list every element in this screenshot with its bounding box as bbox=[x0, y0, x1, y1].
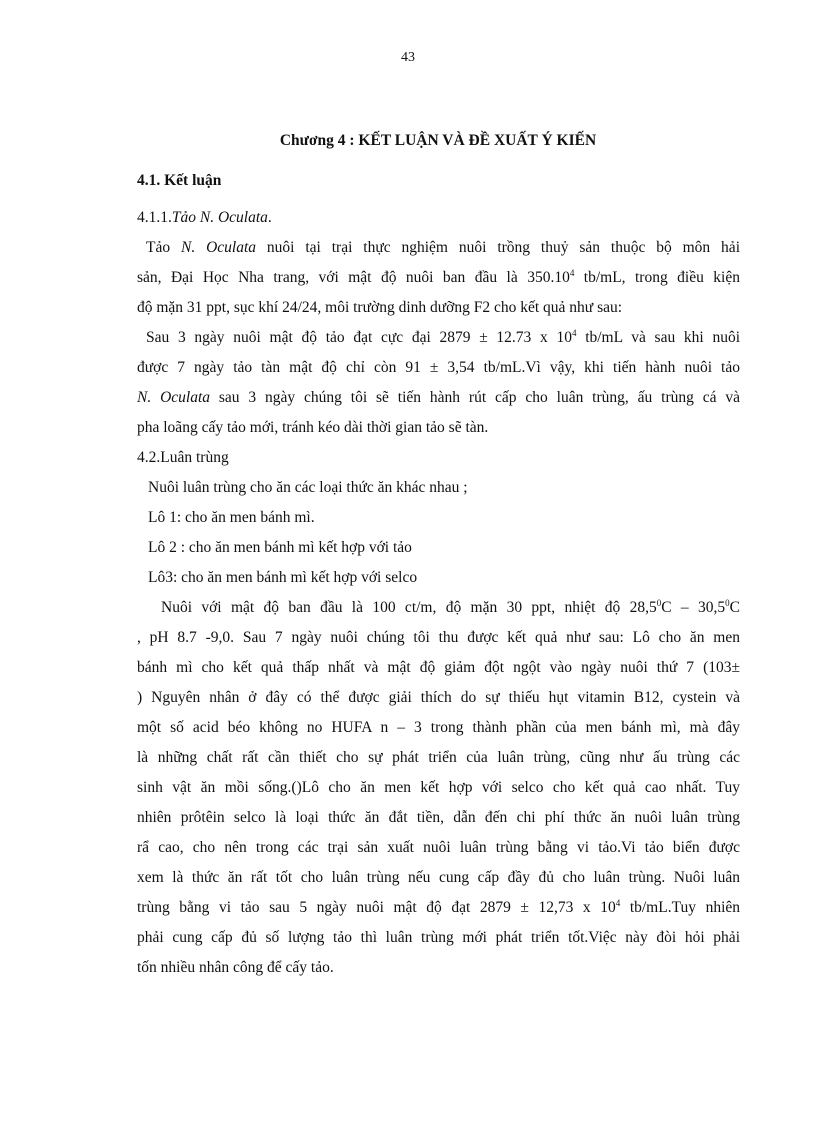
text-run: Nuôi với mật độ ban đầu là 100 ct/m, độ mặn 30 ppt, nhiệt độ 28,5 bbox=[161, 599, 657, 616]
list-item-lo1: Lô 1: cho ăn men bánh mì. bbox=[148, 509, 315, 526]
subsection-number: 4.1.1. bbox=[137, 209, 172, 226]
superscript: 4 bbox=[569, 267, 575, 278]
para1-line3: độ mặn 31 ppt, sục khí 24/24, môi trường dinh dưỡng F2 cho kết quả như sau: bbox=[137, 299, 623, 316]
text-run: C – 30,5 bbox=[661, 599, 726, 616]
para3-line11 bbox=[137, 898, 740, 918]
subsection-period: . bbox=[267, 209, 272, 226]
superscript: 4 bbox=[571, 327, 577, 338]
para2-line2: được 7 ngày tảo tàn mật độ chỉ còn 91 ± 3,54 tb/mL.Vì vậy, khi tiến hành nuôi tảo bbox=[137, 359, 740, 376]
list-item-lo3: Lô3: cho ăn men bánh mì kết hợp với selco bbox=[148, 569, 418, 586]
para2-line1 bbox=[146, 328, 740, 348]
text-run: trùng bằng vi tảo sau 5 ngày nuôi mật độ đạt 2879 ± 12,73 x 10 bbox=[137, 899, 616, 916]
superscript: 4 bbox=[615, 897, 621, 908]
section-heading-4-1: 4.1. Kết luận bbox=[137, 172, 222, 189]
text-run: sản, Đại Học Nha trang, với mật độ nuôi ban đầu là 350.10 bbox=[137, 269, 570, 286]
text-run: tb/mL.Tuy nhiên bbox=[620, 899, 741, 916]
species-name: N. Oculata bbox=[137, 389, 211, 406]
para1-line1 bbox=[146, 238, 740, 258]
chapter-title: Chương 4 : KẾT LUẬN VÀ ĐỀ XUẤT Ý KIẾN bbox=[279, 132, 597, 149]
section-heading-4-2: 4.2.Luân trùng bbox=[137, 449, 229, 466]
text-run: tb/mL và sau khi nuôi bbox=[576, 329, 741, 346]
para3-line13: tốn nhiều nhân công để cấy tảo. bbox=[137, 959, 334, 976]
para1-line2 bbox=[137, 268, 740, 288]
list-intro: Nuôi luân trùng cho ăn các loại thức ăn khác nhau ; bbox=[148, 479, 468, 496]
list-item-lo2: Lô 2 : cho ăn men bánh mì kết hợp với tảo bbox=[148, 539, 412, 556]
para2-line4: pha loãng cấy tảo mới, tránh kéo dài thời gian tảo sẽ tàn. bbox=[137, 419, 489, 436]
para3-line12: phải cung cấp đủ số lượng tảo thì luân trùng mới phát triển tốt.Việc này đòi hỏi phải bbox=[137, 929, 740, 946]
para3-line5: một số acid béo không no HUFA n – 3 trong thành phần của men bánh mì, mà đây bbox=[137, 719, 740, 736]
para3-line1 bbox=[161, 598, 740, 618]
text-run: tb/mL, trong điều kiện bbox=[574, 269, 740, 286]
page-number: 43 bbox=[401, 50, 415, 65]
subsection-heading-4-1-1 bbox=[137, 208, 272, 228]
superscript: 0 bbox=[656, 597, 662, 608]
para3-line9: rẩ cao, cho nên trong các trại sản xuất nuôi luân trùng bằng vi tảo.Vi tảo biển được bbox=[137, 839, 740, 856]
para3-line4: ) Nguyên nhân ở đây có thể được giải thích do sự thiếu hụt vitamin B12, cystein và bbox=[137, 689, 740, 706]
text-run: C bbox=[729, 599, 740, 616]
text-run: sau 3 ngày chúng tôi sẽ tiến hành rút cấp cho luân trùng, ấu trùng cá và bbox=[210, 389, 740, 406]
para3-line3: bánh mì cho kết quả thấp nhất và mật độ giảm đột ngột vào ngày nuôi thứ 7 (103± bbox=[137, 659, 740, 676]
subsection-title: Tảo N. Oculata bbox=[171, 209, 268, 226]
para2-line3 bbox=[137, 388, 740, 408]
text-run: Tảo bbox=[146, 239, 181, 256]
para3-line10: xem là thức ăn rất tốt cho luân trùng nếu cung cấp đầy đủ cho luân trùng. Nuôi luân bbox=[137, 869, 740, 886]
text-run: nuôi tại trại thực nghiệm nuôi trồng thuỷ sản thuộc bộ môn hải bbox=[256, 239, 740, 256]
para3-line7: sinh vật ăn mồi sống.()Lô cho ăn men kết hợp với selco cho kết quả cao nhất. Tuy bbox=[137, 779, 740, 796]
para3-line2: , pH 8.7 -9,0. Sau 7 ngày nuôi chúng tôi thu được kết quả như sau: Lô cho ăn men bbox=[137, 629, 740, 646]
species-name: N. Oculata bbox=[180, 239, 257, 256]
para3-line8: nhiên prôtêin selco là loại thức ăn đắt tiền, dẫn đến chi phí thức ăn nuôi luân trùng bbox=[137, 809, 740, 826]
superscript: 0 bbox=[725, 597, 730, 608]
para3-line6: là những chất rất cần thiết cho sự phát triển của luân trùng, cũng như ấu trùng các bbox=[137, 749, 740, 766]
text-run: Sau 3 ngày nuôi mật độ tảo đạt cực đại 2879 ± 12.73 x 10 bbox=[146, 329, 572, 346]
